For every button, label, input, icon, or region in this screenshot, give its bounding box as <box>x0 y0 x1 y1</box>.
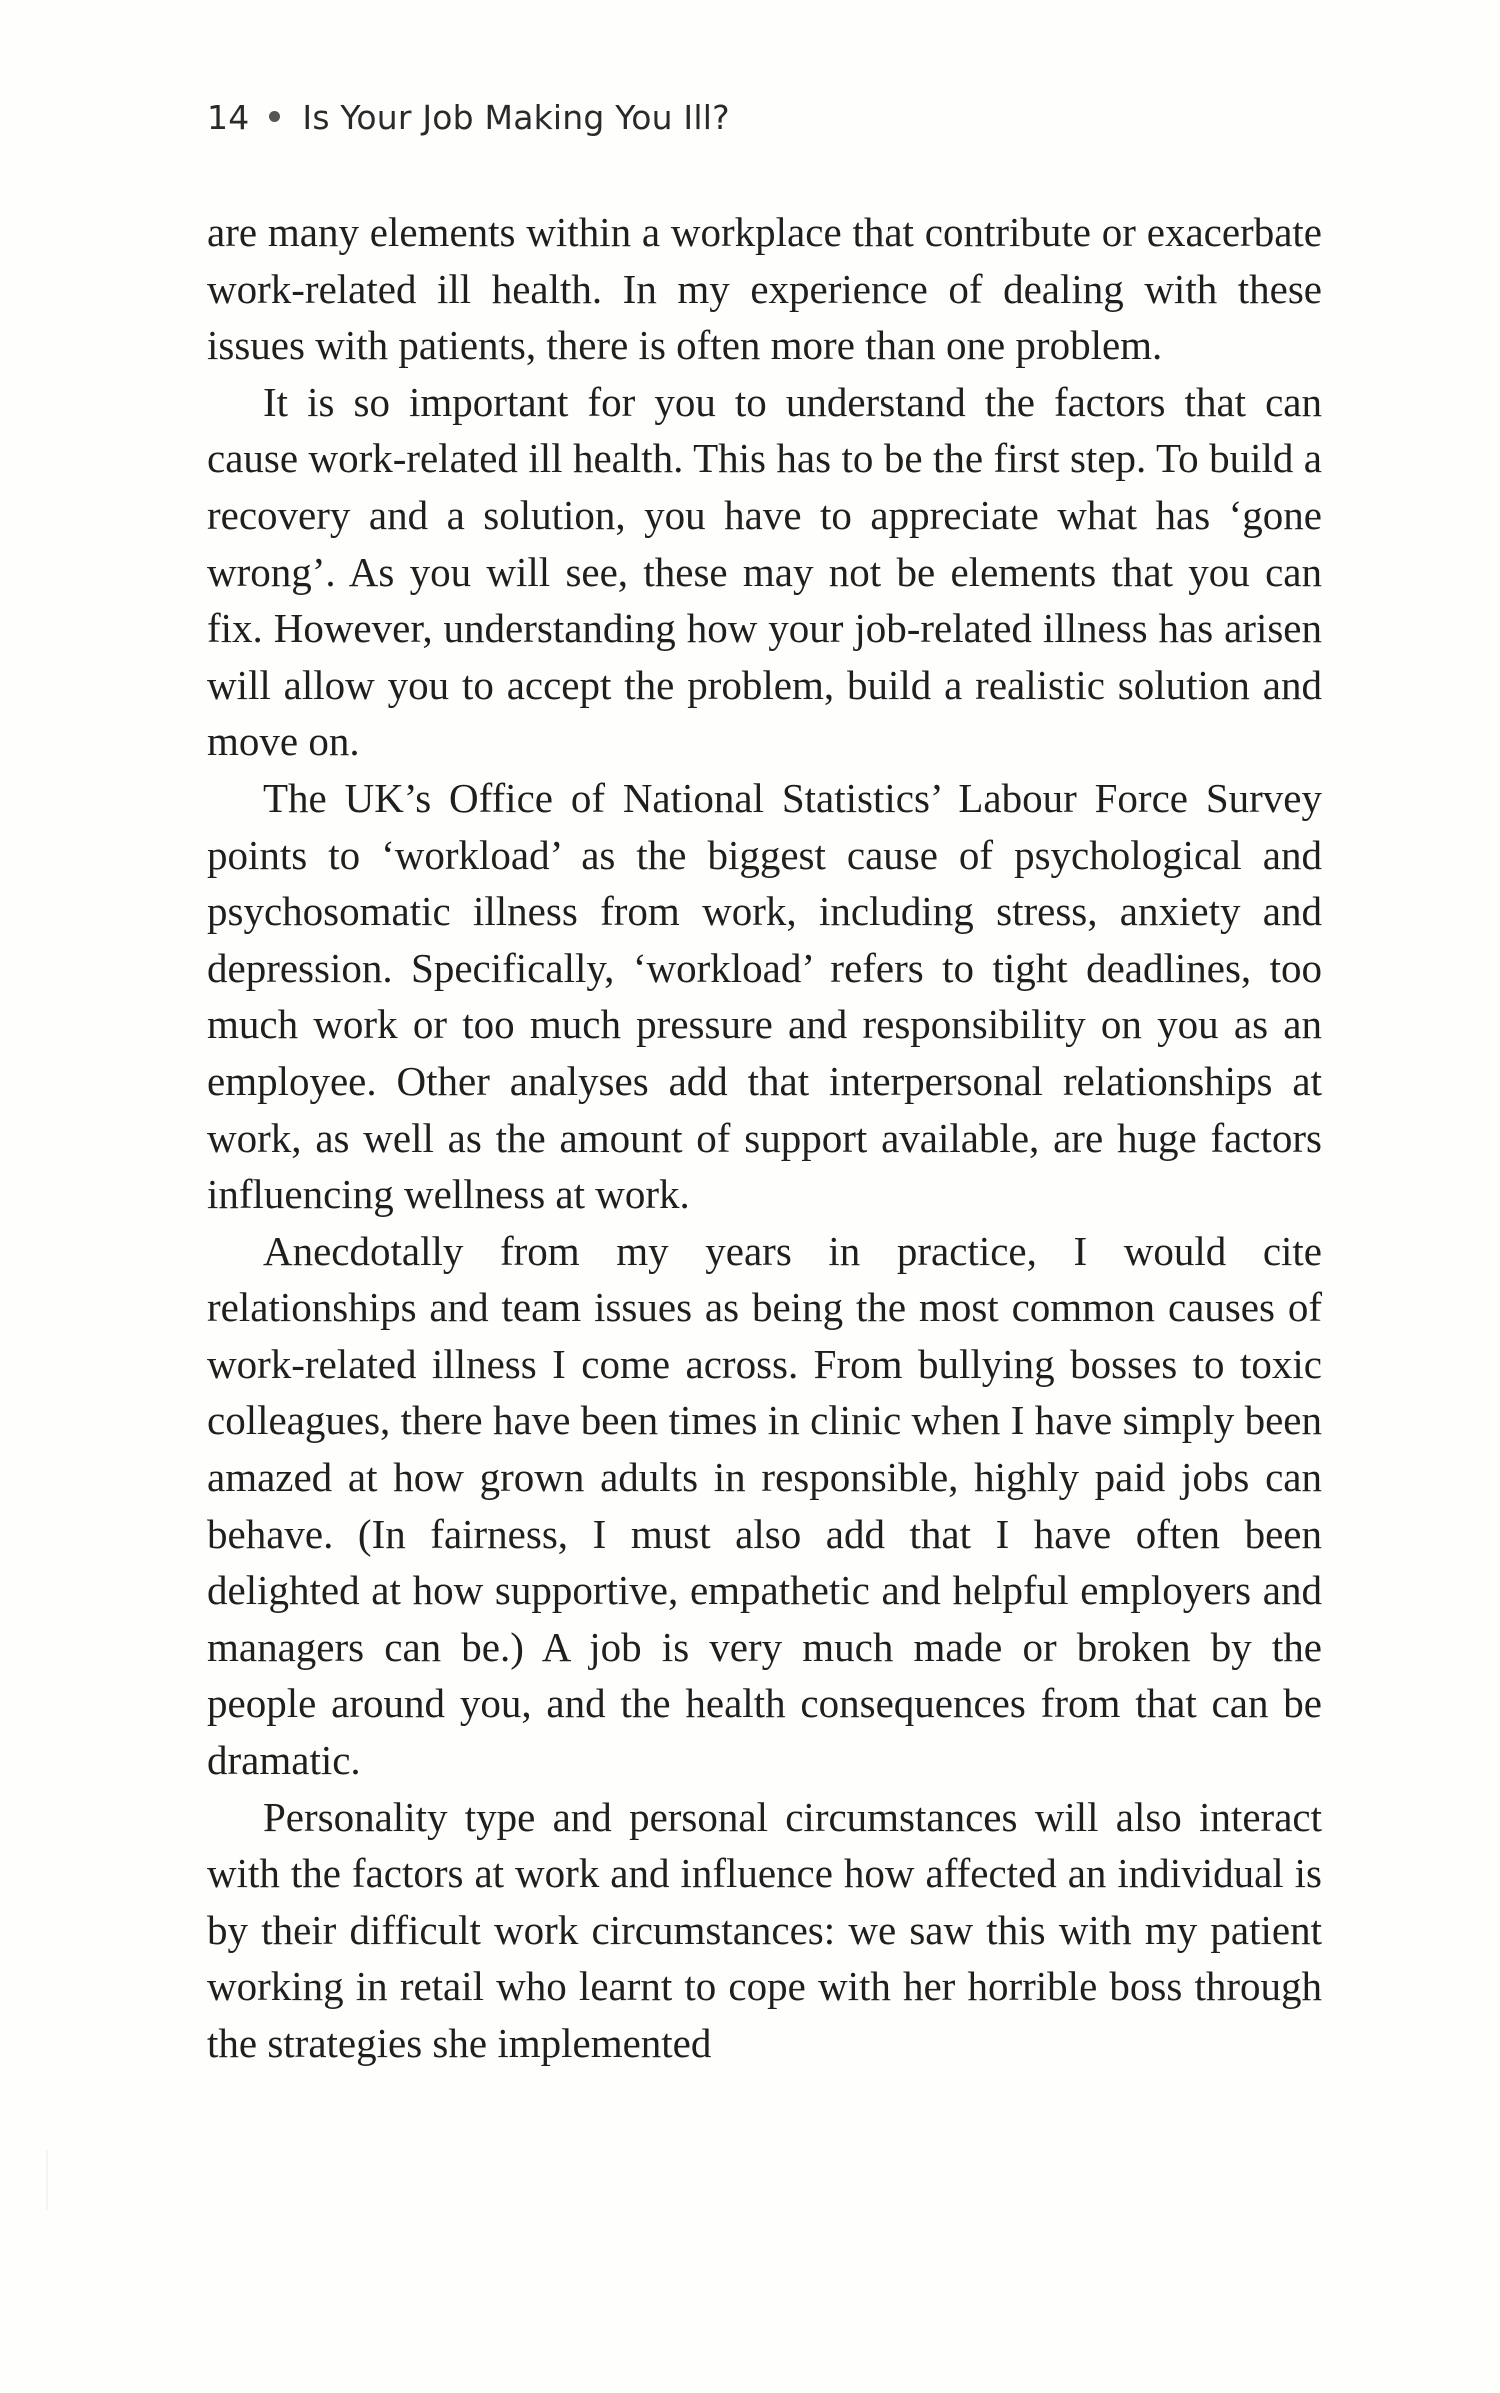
paragraph: Anecdotally from my years in practice, I would cite relationships and team issues as being the most common causes of work-related illness I come across. From bullying bosses to toxic colleagues, there have been times in clinic when I have simply been amazed at how grown adults in responsible, highly paid jobs can behave. (In fairness, I must also add that I have often been delighted at how supportive, empathetic and helpful employers and managers can be.) A job is very much made or broken by the people around you, and the health consequences from that can be dramatic. <box>207 1227 1322 1784</box>
body-text <box>207 204 1322 2072</box>
chapter-title: Is Your Job Making You Ill? <box>302 98 730 137</box>
paragraph: Personality type and personal circumstances will also interact with the factors at work and influence how affected an individual is by their difficult work circumstances: we saw this with my patient working in retail who learnt to cope with her horrible boss through the strategies she implemented <box>207 1793 1322 2066</box>
scan-mark <box>46 2150 48 2210</box>
page-number: 14 <box>207 98 250 137</box>
bullet-separator-icon <box>269 111 280 122</box>
paragraph: It is so important for you to understand the factors that can cause work-related ill health. This has to be the first step. To build a recovery and a solution, you have to appreciate what has ‘gone wrong’. As you will see, these may not be elements that you can fix. However, understanding how your job-related illness has arisen will allow you to accept the problem, build a realistic solution and move on. <box>207 378 1322 765</box>
running-head <box>207 96 730 140</box>
paragraph: The UK’s Office of National Statistics’ Labour Force Survey points to ‘workload’ as the biggest cause of psychological and psychosomatic illness from work, including stress, anxiety and depression. Specifically, ‘workload’ refers to tight deadlines, too much work or too much pressure and responsibility on you as an employee. Other analyses add that interpersonal relationships at work, as well as the amount of support available, are huge factors influencing wellness at work. <box>207 774 1322 1218</box>
paragraph-continued: are many elements within a workplace that contribute or exacerbate work-related ill health. In my experience of dealing with these issues with patients, there is often more than one problem. <box>207 209 1322 369</box>
